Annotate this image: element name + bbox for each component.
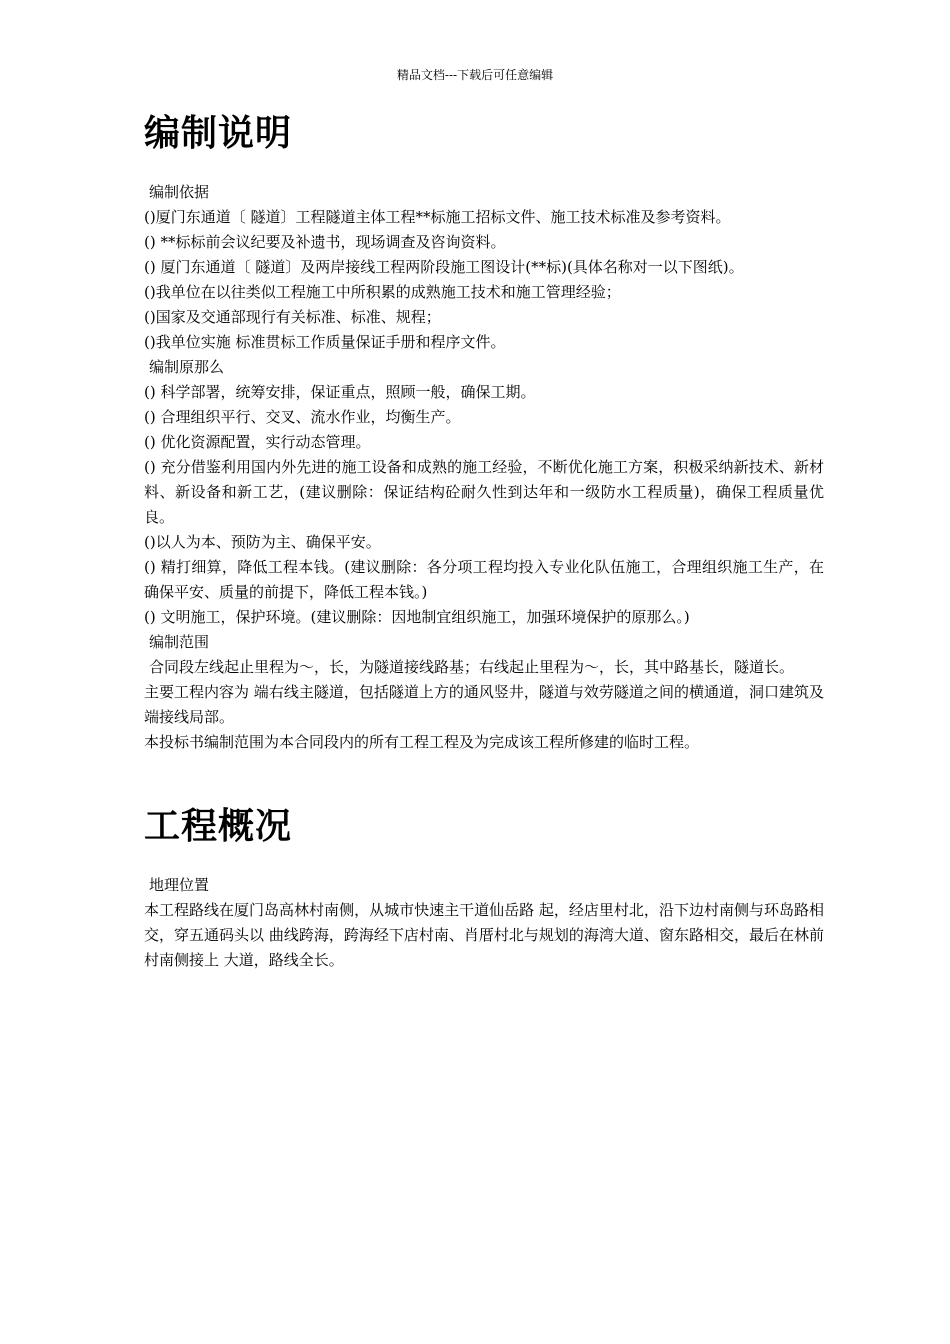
- paragraph: 本投标书编制范围为本合同段内的所有工程工程及为完成该工程所修建的临时工程。: [144, 733, 700, 751]
- subheading-scope: 编制范围: [149, 633, 210, 651]
- paragraph: ()厦门东通道〔 隧道〕工程隧道主体工程**标施工招标文件、施工技术标准及参考资料。: [144, 208, 731, 226]
- paragraph: 合同段左线起止里程为～，长，为隧道接线路基；右线起止里程为～，长，其中路基长，隧道长。: [149, 658, 795, 676]
- section-project-overview: [144, 801, 824, 973]
- section-title: 编制说明: [144, 113, 293, 154]
- section-title: 工程概况: [144, 806, 293, 847]
- paragraph: () **标标前会议纪要及补遗书，现场调查及咨询资料。: [144, 233, 506, 251]
- paragraph: ()以人为本、预防为主、确保平安。: [144, 533, 381, 551]
- paragraph: ()我单位实施 标准贯标工作质量保证手册和程序文件。: [144, 333, 506, 351]
- paragraph: () 充分借鉴利用国内外先进的施工设备和成熟的施工经验，不断优化施工方案，积极采纳新技术、新材料、新设备和新工艺，(建议删除：保证结构砼耐久性到达年和一级防水工程质量)，确保工程质量优良。: [144, 458, 824, 526]
- paragraph: () 精打细算，降低工程本钱。(建议删除：各分项工程均投入专业化队伍施工，合理组织施工生产，在确保平安、质量的前提下，降低工程本钱。): [144, 558, 824, 601]
- paragraph: ()我单位在以往类似工程施工中所积累的成熟施工技术和施工管理经验；: [144, 283, 621, 301]
- paragraph: () 厦门东通道〔 隧道〕及两岸接线工程两阶段施工图设计(**标)(具体名称对一以下图纸)。: [144, 258, 744, 276]
- section-compilation-notes: [144, 108, 824, 755]
- paragraph: () 科学部署，统筹安排，保证重点，照顾一般，确保工期。: [144, 383, 536, 401]
- subheading-basis: 编制依据: [149, 183, 210, 201]
- paragraph: () 合理组织平行、交叉、流水作业，均衡生产。: [144, 408, 461, 426]
- paragraph: () 优化资源配置，实行动态管理。: [144, 433, 371, 451]
- paragraph: 主要工程内容为 端右线主隧道，包括隧道上方的通风竖井，隧道与效劳隧道之间的横通道，洞口建筑及 端接线局部。: [144, 683, 824, 726]
- page-header: 精品文档---下载后可任意编辑: [396, 68, 554, 82]
- subheading-principles: 编制原那么: [149, 358, 225, 376]
- subheading-location: 地理位置: [149, 876, 210, 894]
- document-body: [144, 108, 824, 973]
- paragraph: ()国家及交通部现行有关标准、标准、规程；: [144, 308, 441, 326]
- paragraph: 本工程路线在厦门岛高林村南侧，从城市快速主干道仙岳路 起，经店里村北，沿下边村南侧与环岛路相交，穿五通码头以 曲线跨海，跨海经下店村南、肖厝村北与规划的海湾大道、窗东路相交，最后在林前村南侧接上 大道，路线全长。: [144, 901, 824, 969]
- paragraph: () 文明施工，保护环境。(建议删除：因地制宜组织施工，加强环境保护的原那么。): [144, 608, 690, 626]
